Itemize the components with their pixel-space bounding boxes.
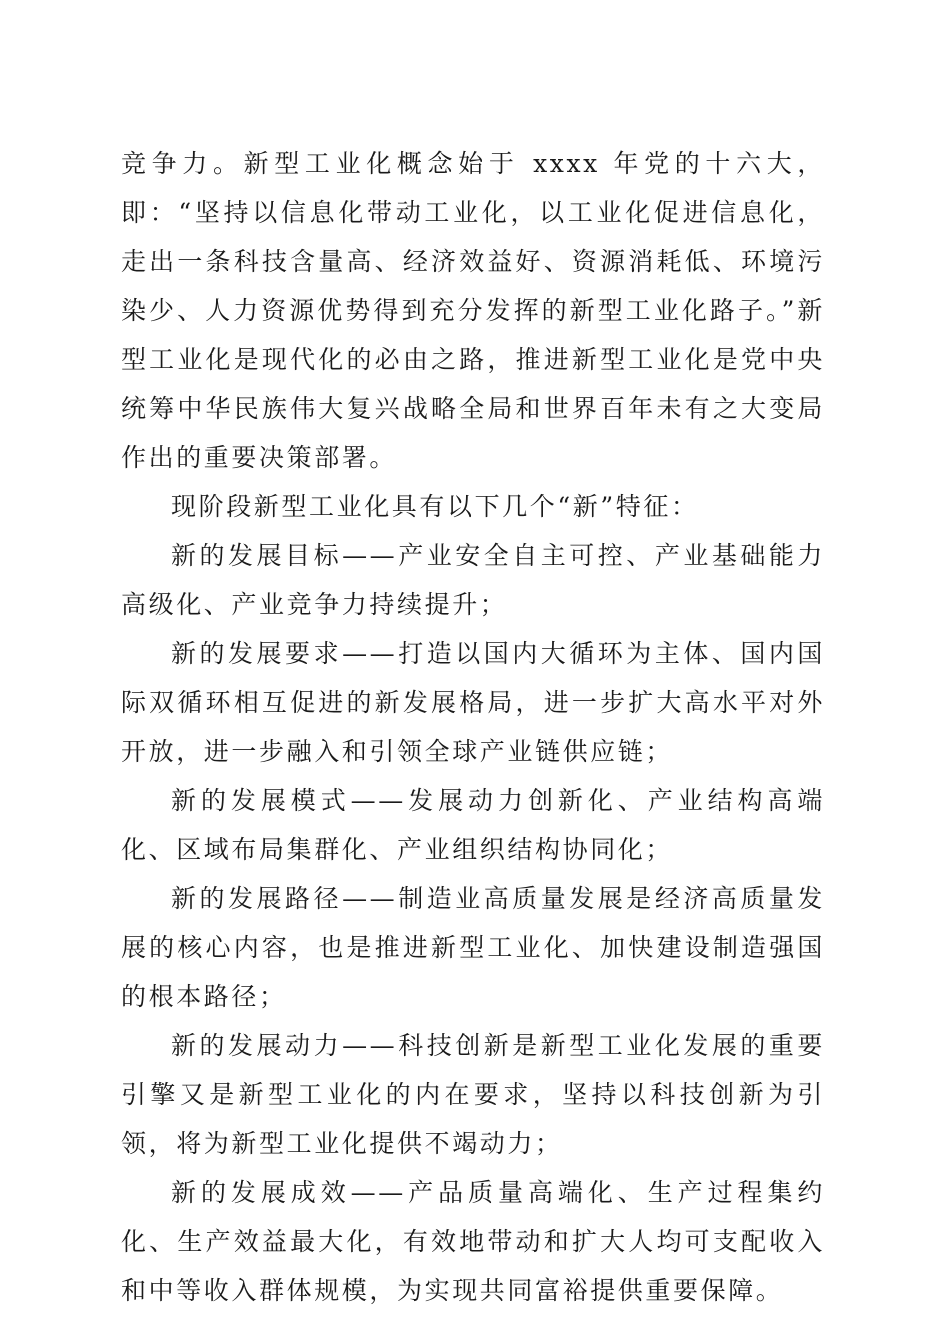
paragraph-development-outcome: 新的发展成效——产品质量高端化、生产过程集约化、生产效益最大化，有效地带动和扩大人均可支配收入和中等收入群体规模，为实现共同富裕提供重要保障。	[121, 1178, 825, 1305]
paragraph-development-goal: 新的发展目标——产业安全自主可控、产业基础能力高级化、产业竞争力持续提升；	[121, 541, 825, 619]
paragraph-features-lead: 现阶段新型工业化具有以下几个“新”特征：	[171, 492, 699, 521]
document-body	[121, 139, 825, 1315]
paragraph-continued-intro: 竞争力。新型工业化概念始于 xxxx 年党的十六大，即：“坚持以信息化带动工业化，以工业化促进信息化，走出一条科技含量高、经济效益好、资源消耗低、环境污染少、人力资源优势得到充分发挥的新型工业化路子。”新型工业化是现代化的必由之路，推进新型工业化是党中央统筹中华民族伟大复兴战略全局和世界百年未有之大变局作出的重要决策部署。	[121, 149, 825, 472]
paragraph-development-requirement: 新的发展要求——打造以国内大循环为主体、国内国际双循环相互促进的新发展格局，进一步扩大高水平对外开放，进一步融入和引领全球产业链供应链；	[121, 639, 825, 766]
paragraph-development-driver: 新的发展动力——科技创新是新型工业化发展的重要引擎又是新型工业化的内在要求，坚持以科技创新为引领，将为新型工业化提供不竭动力；	[121, 1031, 825, 1158]
paragraph-development-path: 新的发展路径——制造业高质量发展是经济高质量发展的核心内容，也是推进新型工业化、加快建设制造强国的根本路径；	[121, 884, 825, 1011]
paragraph-development-model: 新的发展模式——发展动力创新化、产业结构高端化、区域布局集群化、产业组织结构协同化；	[121, 786, 825, 864]
